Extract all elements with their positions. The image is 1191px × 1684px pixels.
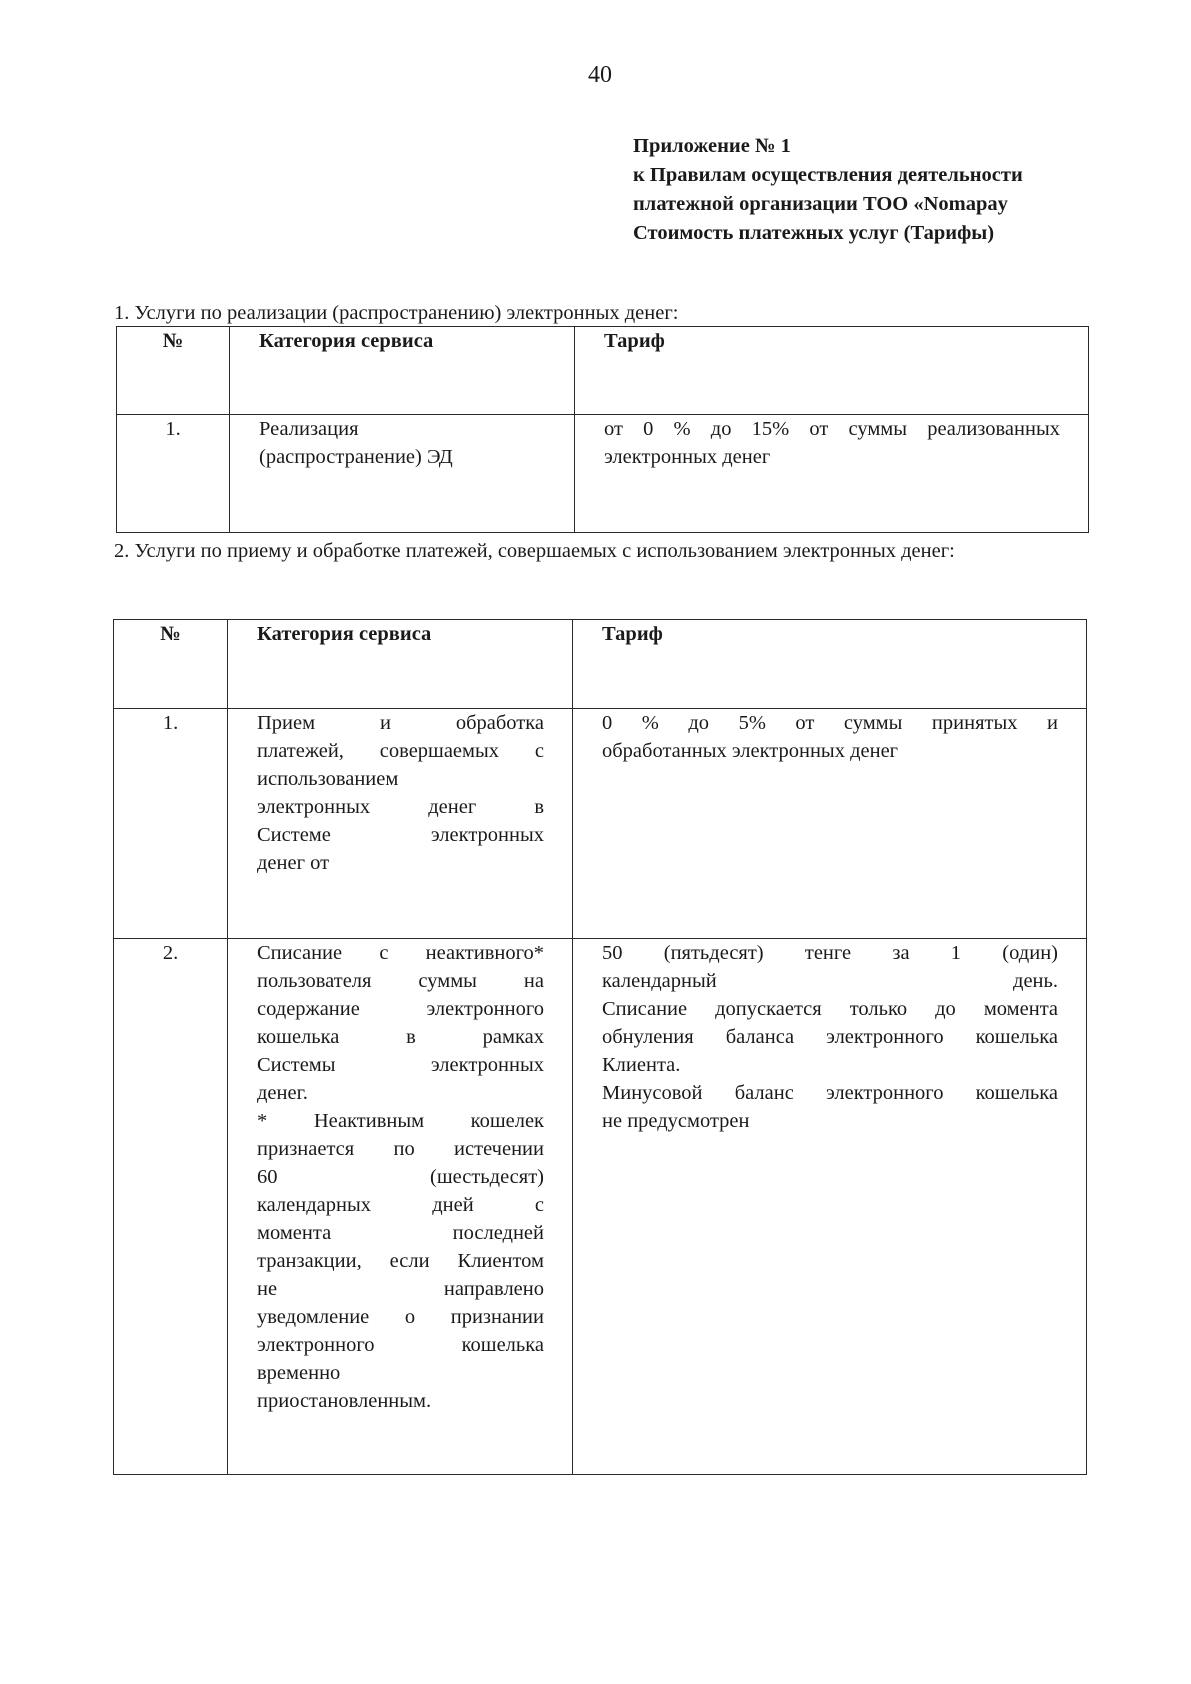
header-line: Стоимость платежных услуг (Тарифы) <box>633 222 995 244</box>
header-line: к Правилам осуществления деятельности <box>633 164 1023 186</box>
table-header-row <box>117 327 1089 415</box>
section-1-title: 1. Услуги по реализации (распространению) электронных денег: <box>114 302 679 324</box>
column-header-category: Категория сервиса <box>228 620 573 709</box>
header-line: платежной организации ТОО «Nomapay <box>633 193 1008 215</box>
column-header-number: № <box>114 620 228 709</box>
tariff-line: 50 (пятьдесят) тенге за 1 (один) <box>602 942 1058 964</box>
category-line: Реализация <box>259 418 359 440</box>
category-line: момента последней <box>257 1222 544 1244</box>
row-number: 1. <box>114 709 228 939</box>
category-line: Системы электронных <box>257 1054 544 1076</box>
category-line: пользователя суммы на <box>257 970 544 992</box>
category-line: содержание электронного <box>257 998 544 1020</box>
category-line: * Неактивным кошелек <box>257 1110 544 1132</box>
category-line: кошелька в рамках <box>257 1026 544 1048</box>
category-line: приостановленным. <box>257 1390 432 1412</box>
row-category <box>230 415 575 533</box>
column-header-category: Категория сервиса <box>230 327 575 415</box>
category-line: 60 (шестьдесят) <box>257 1166 544 1188</box>
category-line: использованием <box>257 768 399 790</box>
category-line: транзакции, если Клиентом <box>257 1250 544 1272</box>
category-line: Системе электронных <box>257 824 544 846</box>
tariff-line: Клиента. <box>602 1054 681 1076</box>
page-number: 40 <box>588 62 612 88</box>
table-row <box>114 939 1087 1475</box>
column-header-tariff: Тариф <box>575 327 1089 415</box>
section-2-title: 2. Услуги по приему и обработке платежей, совершаемых с использованием электронных денег: <box>114 540 955 562</box>
tariff-line: Минусовой баланс электронного кошелька <box>602 1082 1058 1104</box>
row-tariff <box>573 939 1087 1475</box>
row-category <box>228 939 573 1475</box>
category-line: уведомление о признании <box>257 1306 544 1328</box>
header-line: Приложение № 1 <box>633 135 791 157</box>
tariff-line: обнуления баланса электронного кошелька <box>602 1026 1058 1048</box>
tariff-line: календарный день. <box>602 970 1058 992</box>
row-category <box>228 709 573 939</box>
tariff-line: не предусмотрен <box>602 1110 750 1132</box>
category-line: календарных дней с <box>257 1194 544 1216</box>
table-row <box>114 709 1087 939</box>
column-header-tariff: Тариф <box>573 620 1087 709</box>
column-header-number: № <box>117 327 230 415</box>
category-line: временно <box>257 1362 341 1384</box>
category-line: Прием и обработка <box>257 712 544 734</box>
tariff-line: 0 % до 5% от суммы принятых и <box>602 712 1058 734</box>
category-line: признается по истечении <box>257 1138 544 1160</box>
row-number: 2. <box>114 939 228 1475</box>
row-tariff <box>573 709 1087 939</box>
tariff-table-2 <box>113 619 1087 1475</box>
category-line: электронных денег в <box>257 796 544 818</box>
table-row <box>117 415 1089 533</box>
appendix-header <box>633 132 1023 248</box>
category-line: денег от <box>257 852 330 874</box>
category-line: денег. <box>257 1082 308 1104</box>
category-line: платежей, совершаемых с <box>257 740 544 762</box>
table-header-row <box>114 620 1087 709</box>
category-line: (распространение) ЭД <box>259 446 453 468</box>
category-line: электронного кошелька <box>257 1334 544 1356</box>
row-tariff: от 0 % до 15% от суммы реализованных электронных денег <box>575 415 1089 533</box>
row-number: 1. <box>117 415 230 533</box>
category-line: Списание с неактивного* <box>257 942 544 964</box>
tariff-table-1 <box>116 326 1089 533</box>
tariff-line: обработанных электронных денег <box>602 740 899 762</box>
category-line: не направлено <box>257 1278 544 1300</box>
tariff-line: Списание допускается только до момента <box>602 998 1058 1020</box>
